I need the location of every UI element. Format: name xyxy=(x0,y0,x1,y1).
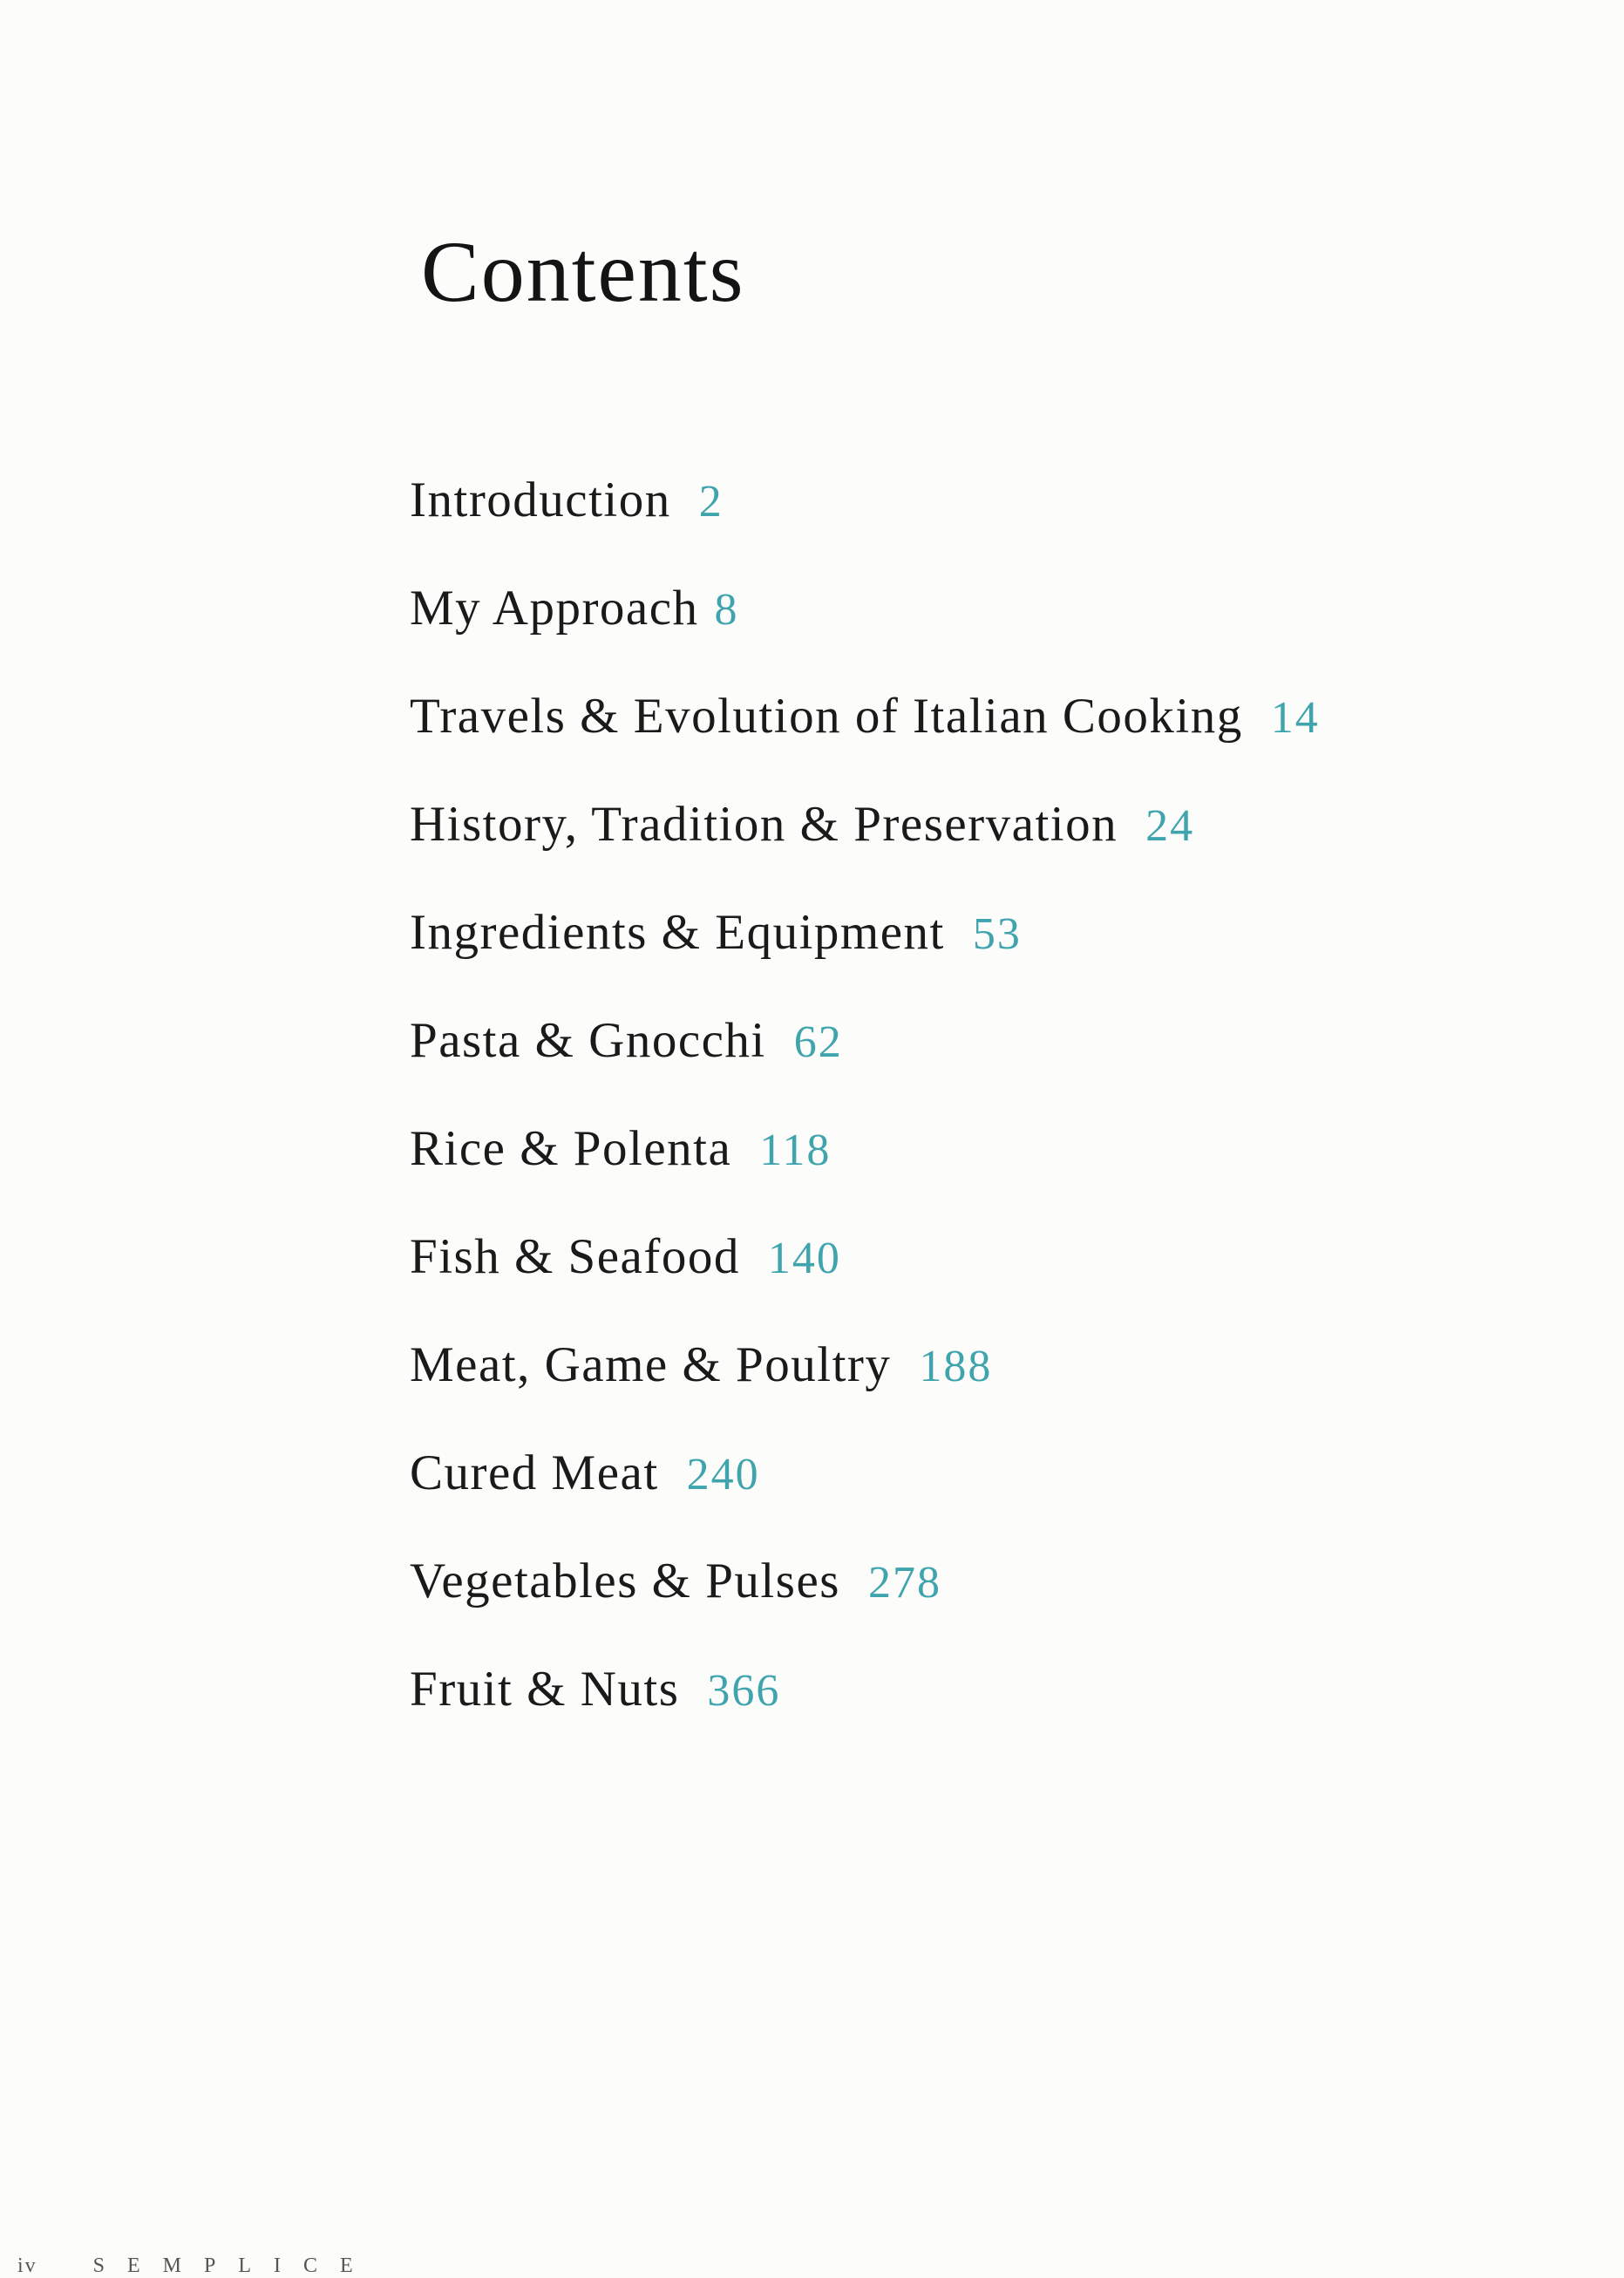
toc-entry-page: 53 xyxy=(972,909,1022,959)
page-folio: iv xyxy=(17,2254,37,2277)
toc-entry-page: 118 xyxy=(759,1125,832,1175)
running-head: SEMPLICE xyxy=(92,2254,376,2277)
toc-entry[interactable] xyxy=(410,799,1320,908)
toc-entry[interactable] xyxy=(410,1337,1320,1448)
toc-entry-page: 2 xyxy=(698,477,724,527)
toc-entry-title: Pasta & Gnocchi xyxy=(410,1013,766,1068)
toc-entry[interactable] xyxy=(410,1013,1320,1124)
toc-entry-page: 188 xyxy=(919,1342,993,1391)
toc-entry-page: 278 xyxy=(867,1558,941,1608)
toc-entry-title: Cured Meat xyxy=(410,1445,659,1500)
toc-entry[interactable] xyxy=(410,1445,1320,1556)
toc-entry[interactable] xyxy=(410,691,1320,799)
toc-entry-title: Vegetables & Pulses xyxy=(410,1554,840,1608)
toc-entry-page: 24 xyxy=(1145,801,1195,851)
toc-entry-page: 366 xyxy=(707,1666,781,1716)
toc-entry[interactable] xyxy=(410,1556,1320,1664)
toc-entry-title: Introduction xyxy=(410,473,671,527)
toc-entry-page: 14 xyxy=(1270,693,1320,743)
toc-entry-title: Rice & Polenta xyxy=(410,1121,732,1176)
toc-entry-page: 240 xyxy=(686,1450,760,1499)
toc-entry-title: Ingredients & Equipment xyxy=(410,905,945,960)
toc-entry-page: 8 xyxy=(714,585,739,635)
toc-entry-title: History, Tradition & Preservation xyxy=(410,797,1118,852)
toc-entry[interactable] xyxy=(410,1664,1320,1772)
toc-entry-title: Fruit & Nuts xyxy=(410,1662,680,1717)
toc-entry[interactable] xyxy=(410,905,1320,1016)
toc-entry[interactable] xyxy=(410,1121,1320,1232)
table-of-contents xyxy=(410,475,1320,1772)
toc-entry-page: 140 xyxy=(767,1234,841,1283)
toc-entry-title: Travels & Evolution of Italian Cooking xyxy=(410,689,1243,744)
toc-entry-title: Meat, Game & Poultry xyxy=(410,1337,892,1392)
toc-entry[interactable] xyxy=(410,583,1320,691)
toc-entry[interactable] xyxy=(410,1229,1320,1340)
toc-entry-page: 62 xyxy=(793,1017,843,1067)
page-footer xyxy=(17,2254,376,2278)
toc-entry-title: My Approach xyxy=(410,581,699,636)
page-title: Contents xyxy=(421,223,745,320)
toc-entry-title: Fish & Seafood xyxy=(410,1229,740,1284)
toc-entry[interactable] xyxy=(410,475,1320,583)
